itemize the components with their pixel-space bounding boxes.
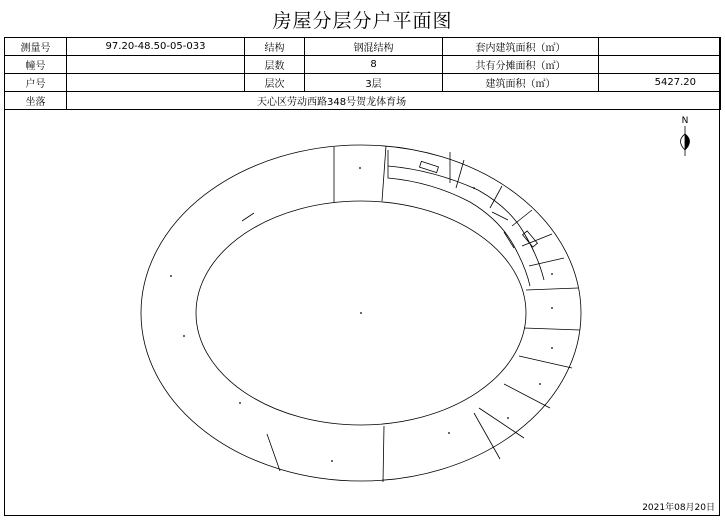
north-arrow-icon — [681, 116, 690, 156]
corridor-wall — [388, 150, 544, 280]
location-label: 坐落 — [5, 92, 67, 110]
building-area-value: 5427.20 — [599, 74, 721, 92]
shared-area-label: 共有分摊面积（㎡） — [443, 56, 599, 74]
inner-area-value — [599, 38, 721, 56]
room-wall — [529, 258, 564, 266]
room-point — [551, 307, 553, 309]
structure-label: 结构 — [245, 38, 305, 56]
building-no-value — [67, 56, 245, 74]
room-point — [473, 187, 475, 189]
partition-line — [383, 426, 384, 482]
unit-no-value — [67, 74, 245, 92]
room-point — [183, 335, 185, 337]
room-point — [239, 402, 241, 404]
room-point — [551, 273, 553, 275]
corridor-wall — [388, 166, 530, 286]
room-point — [360, 312, 362, 314]
partition-line — [474, 413, 500, 459]
table-row — [5, 56, 721, 74]
room-point — [359, 167, 361, 169]
date-label: 2021年08月20日 — [642, 503, 715, 513]
survey-no-label: 测量号 — [5, 38, 67, 56]
floors-value: 8 — [305, 56, 443, 74]
room-wall — [492, 212, 508, 220]
room-wall — [504, 232, 514, 248]
table-row — [5, 92, 721, 110]
partition-line — [382, 146, 386, 201]
room-point — [170, 275, 172, 277]
room-point — [331, 460, 333, 462]
partition-line — [526, 288, 578, 290]
location-value: 天心区劳动西路348号贺龙体育场 — [67, 92, 721, 110]
inner-area-label: 套内建筑面积（㎡） — [443, 38, 599, 56]
building-area-label: 建筑面积（㎡） — [443, 74, 599, 92]
unit-no-label: 户号 — [5, 74, 67, 92]
table-row — [5, 38, 721, 56]
room-point — [448, 432, 450, 434]
page-title: 房屋分层分户平面图 — [272, 10, 453, 32]
floors-label: 层数 — [245, 56, 305, 74]
partition-line — [524, 328, 580, 330]
room-wall — [512, 210, 532, 226]
shared-area-value — [599, 56, 721, 74]
table-row — [5, 74, 721, 92]
partition-line — [519, 356, 572, 368]
partition-line — [504, 384, 550, 408]
room-point — [551, 347, 553, 349]
room-point — [539, 383, 541, 385]
partition-line — [242, 213, 254, 221]
floor-level-label: 层次 — [245, 74, 305, 92]
building-no-label: 幢号 — [5, 56, 67, 74]
structure-value: 钢混结构 — [305, 38, 443, 56]
survey-no-value: 97.20-48.50-05-033 — [67, 38, 245, 56]
floor-plan — [4, 108, 720, 516]
north-label: N — [681, 116, 689, 126]
room-point — [507, 417, 509, 419]
floor-level-value: 3层 — [305, 74, 443, 92]
info-table — [4, 37, 721, 110]
